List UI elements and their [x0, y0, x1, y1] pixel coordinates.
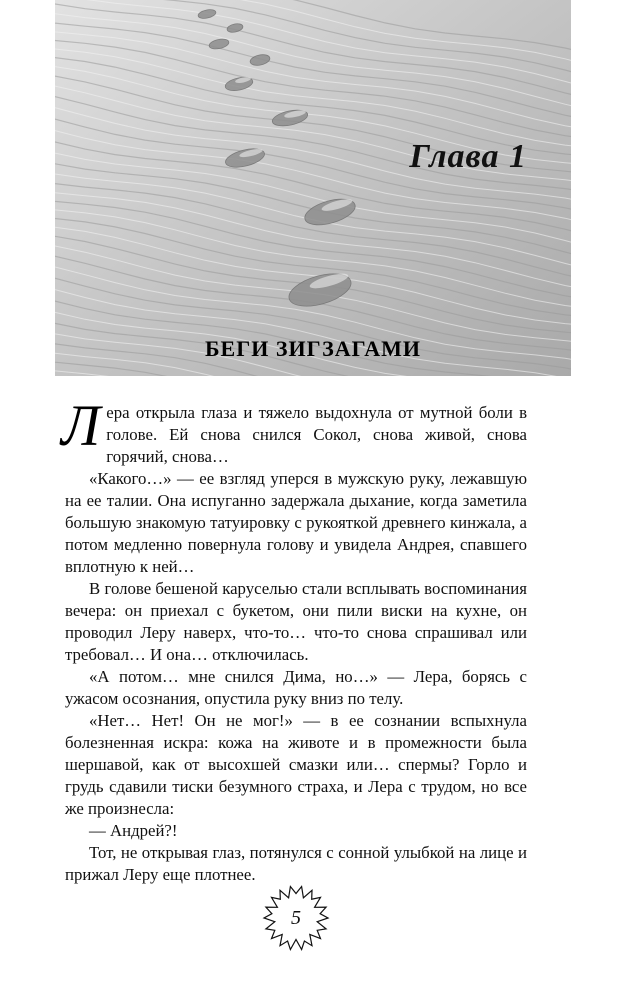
chapter-title: БЕГИ ЗИГЗАГАМИ: [205, 336, 421, 361]
chapter-body: [61, 393, 527, 886]
footprints-in-sand-icon: [55, 0, 571, 376]
paragraph: В голове бешеной каруселью стали всплывать воспоминания вечера: он приехал с букетом, они пили виски на кухне, он проводил Леру наверх, что-то… что-то снова спрашивал или требовал… И она… отключилась.: [65, 579, 527, 664]
drop-cap: Л: [61, 393, 101, 458]
chapter-label: Глава 1: [409, 138, 527, 175]
paragraph: [61, 393, 527, 468]
page-number: 5: [291, 907, 301, 929]
paragraph: «А потом… мне снился Дима, но…» — Лера, борясь с ужасом осознания, опустила руку вниз по телу.: [65, 667, 527, 708]
paragraph: «Какого…» — ее взгляд уперся в мужскую руку, лежавшую на ее талии. Она испуганно задержала дыхание, когда заметила большую знакомую татуировку с рукояткой древнего кинжала, а потом медленно повернула голову и увидела Андрея, спавшего вплотную к ней…: [65, 469, 527, 576]
paragraph: Тот, не открывая глаз, потянулся с сонной улыбкой на лице и прижал Леру еще плотнее.: [65, 843, 527, 884]
page-number-badge: [262, 884, 330, 952]
paragraph: «Нет… Нет! Он не мог!» — в ее сознании вспыхнула болезненная искра: кожа на животе и в промежности была шершавой, как от высохшей смазки или… спермы? Горло и грудь сдавили тиски безумного страха, и Лера с трудом, но все же произнесла:: [65, 711, 527, 818]
chapter-banner: [55, 0, 571, 376]
paragraph-text: ера открыла глаза и тяжело выдохнула от мутной боли в голове. Ей снова снился Сокол, снова живой, снова горячий, снова…: [106, 403, 527, 466]
paragraph: — Андрей?!: [89, 821, 178, 840]
